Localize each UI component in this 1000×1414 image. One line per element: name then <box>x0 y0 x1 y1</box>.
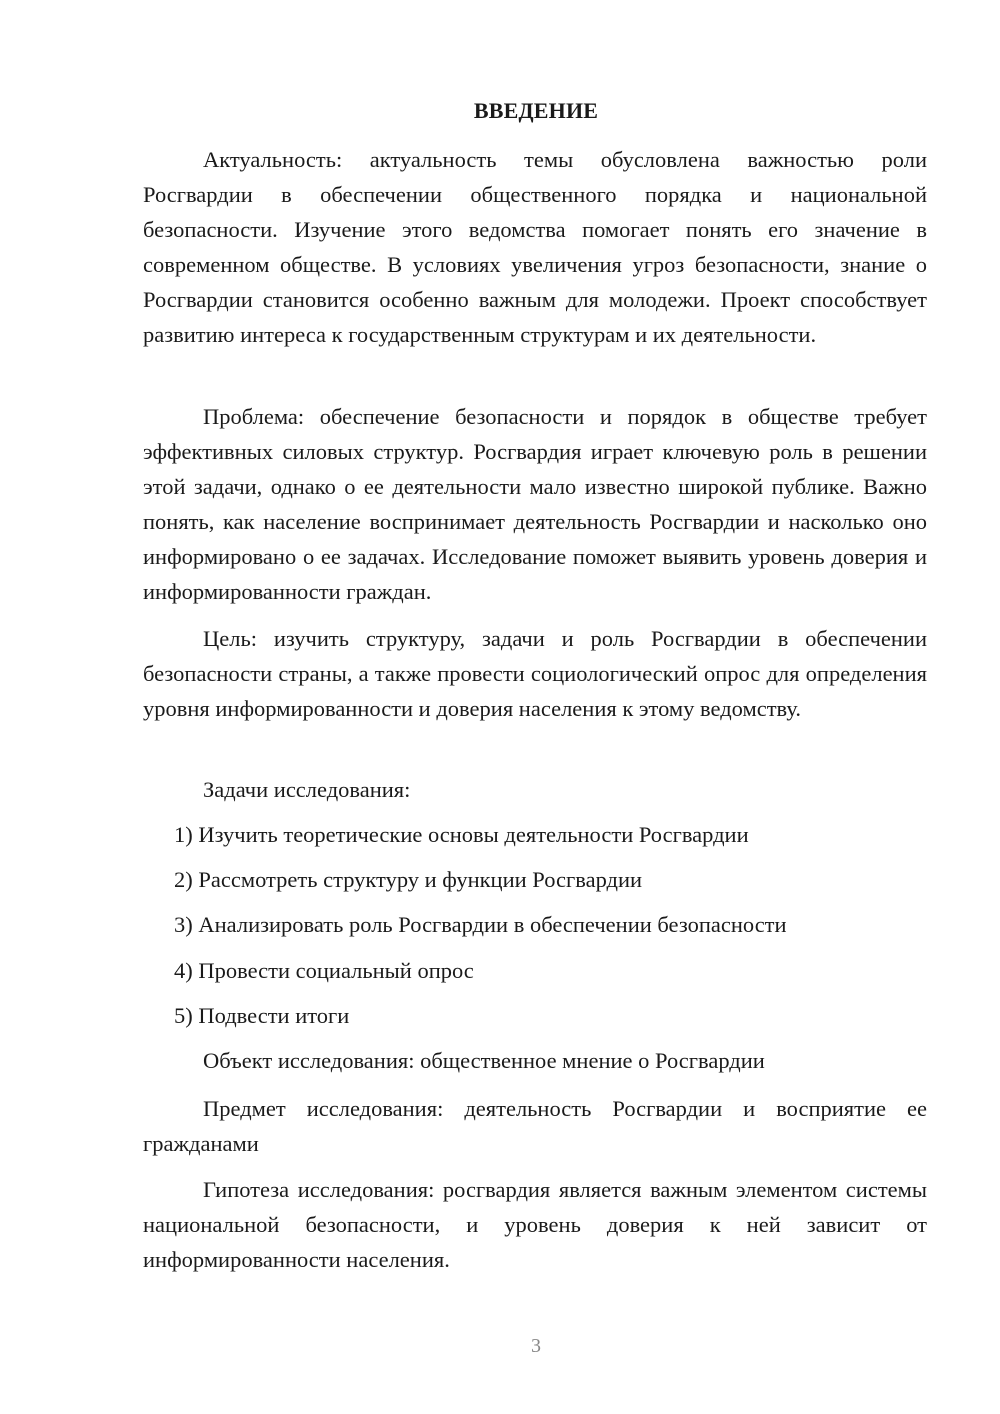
problem-paragraph: Проблема: обеспечение безопасности и порядок в обществе требует эффективных силовых структур. Росгвардия играет ключевую роль в решении этой задачи, однако о ее деятельности мало известно широкой публике. Важно понять, как население воспринимает деятельность Росгвардии и насколько оно информировано о ее задачах. Исследование поможет выявить уровень доверия и информированности граждан. <box>143 404 927 604</box>
page-title: ВВЕДЕНИЕ <box>473 98 599 123</box>
goal-paragraph: Цель: изучить структуру, задачи и роль Росгвардии в обеспечении безопасности страны, а также провести социологический опрос для определения уровня информированности и доверия населения к этому ведомству. <box>143 626 927 721</box>
research-hypothesis: Гипотеза исследования: росгвардия является важным элементом системы национальной безопасности, и уровень доверия к ней зависит от информированности населения. <box>143 1177 927 1272</box>
tasks-title: Задачи исследования: <box>203 777 411 802</box>
task-item-1: 1) Изучить теоретические основы деятельности Росгвардии <box>174 822 749 847</box>
task-item-2: 2) Рассмотреть структуру и функции Росгвардии <box>174 867 643 892</box>
page-number: 3 <box>531 1335 541 1357</box>
relevance-paragraph: Актуальность: актуальность темы обусловлена важностью роли Росгвардии в обеспечении общественного порядка и национальной безопасности. Изучение этого ведомства помогает понять его значение в современном обществе. В условиях увеличения угроз безопасности, знание о Росгвардии становится особенно важным для молодежи. Проект способствует развитию интереса к государственным структурам и их деятельности. <box>143 147 927 347</box>
task-item-3: 3) Анализировать роль Росгвардии в обеспечении безопасности <box>174 912 787 937</box>
task-item-5: 5) Подвести итоги <box>174 1003 350 1028</box>
research-object: Объект исследования: общественное мнение о Росгвардии <box>203 1048 765 1073</box>
task-item-4: 4) Провести социальный опрос <box>174 958 474 983</box>
research-subject: Предмет исследования: деятельность Росгвардии и восприятие ее гражданами <box>143 1096 927 1156</box>
